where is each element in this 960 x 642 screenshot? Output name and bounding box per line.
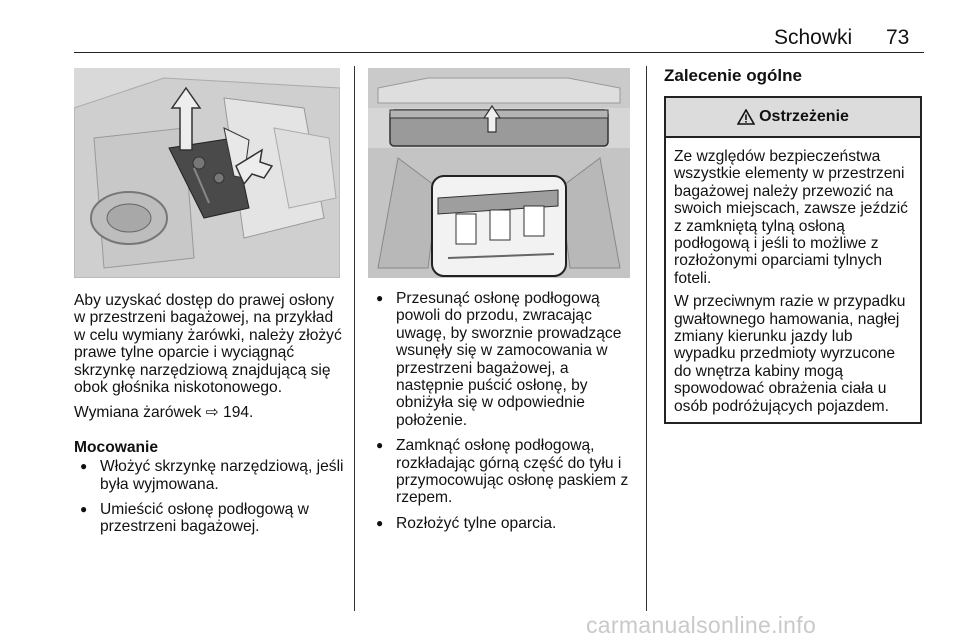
mounting-subheading: Mocowanie (74, 438, 159, 456)
access-paragraph: Aby uzyskać dostęp do prawej osłony w przestrzeni bagażowej, na przykład w celu wymiany żarówki, należy złożyć prawe tylne oparcie i wyciągnąć skrzynkę narzędziową znajdującą się obok głośnika niskotonowego. (74, 292, 342, 397)
floor-cover-drawing (368, 68, 630, 278)
warning-title: Ostrzeżenie (759, 108, 849, 125)
warning-paragraph-1: Ze względów bezpieczeństwa wszystkie elementy w przestrzeni bagażowej należy przewozić na swoich miejscach, zawsze jeździć z zamkniętą tylną osłoną podłogową i jeśli to możliwe z rozłożonymi oparciami tylnych foteli. (674, 148, 908, 287)
list-item: ● Włożyć skrzynkę narzędziową, jeśli była wyjmowana. (74, 458, 346, 493)
list-item: ● Rozłożyć tylne oparcia. (370, 515, 640, 532)
warning-paragraph-2: W przeciwnym razie w przypadku gwałtownego hamowania, nagłej zmiany kierunku jazdy lub wypadku przedmioty wyrzucone do wnętrza kabiny mogą spowodować obrażenia ciała u osób podróżujących pojazdem. (674, 293, 906, 415)
mounting-bullet-list (74, 458, 346, 536)
warning-box (664, 96, 922, 424)
list-item: ● Umieścić osłonę podłogową w przestrzeni bagażowej. (74, 501, 346, 536)
cross-reference-arrow-icon: ⇨ (205, 404, 219, 422)
column-divider-left (354, 66, 355, 611)
left-column-text (74, 292, 346, 536)
bulb-replacement-page: 194. (223, 404, 254, 422)
floor-cover-bullet-list (370, 290, 640, 532)
bulb-replacement-ref (74, 404, 346, 421)
general-recommendation-heading: Zalecenie ogólne (664, 66, 802, 85)
list-item: ● Zamknąć osłonę podłogową, rozkładając górną część do tyłu i przymocowując osłonę paskiem z rzepem. (370, 437, 640, 507)
toolbox-drawing (74, 68, 340, 278)
warning-body (666, 138, 920, 415)
middle-column-text (370, 282, 640, 532)
watermark: carmanualsonline.info (586, 612, 817, 638)
header-rule (74, 52, 924, 53)
warning-header (666, 98, 920, 138)
page-number: 73 (886, 26, 910, 49)
list-item: ● Przesunąć osłonę podłogową powoli do przodu, zwracając uwagę, by sworznie prowadzące wsunęły się w zamocowania w przestrzeni bagażowej, a następnie puścić osłonę, by obniżyła się w odpowiednie położenie. (370, 290, 640, 429)
section-title: Schowki (774, 26, 853, 49)
warning-triangle-icon (737, 109, 755, 125)
illustration-floor-cover (368, 68, 630, 278)
illustration-toolbox (74, 68, 340, 278)
column-divider-right (646, 66, 647, 611)
page-header (0, 0, 960, 52)
bulb-replacement-text: Wymiana żarówek (74, 404, 202, 422)
